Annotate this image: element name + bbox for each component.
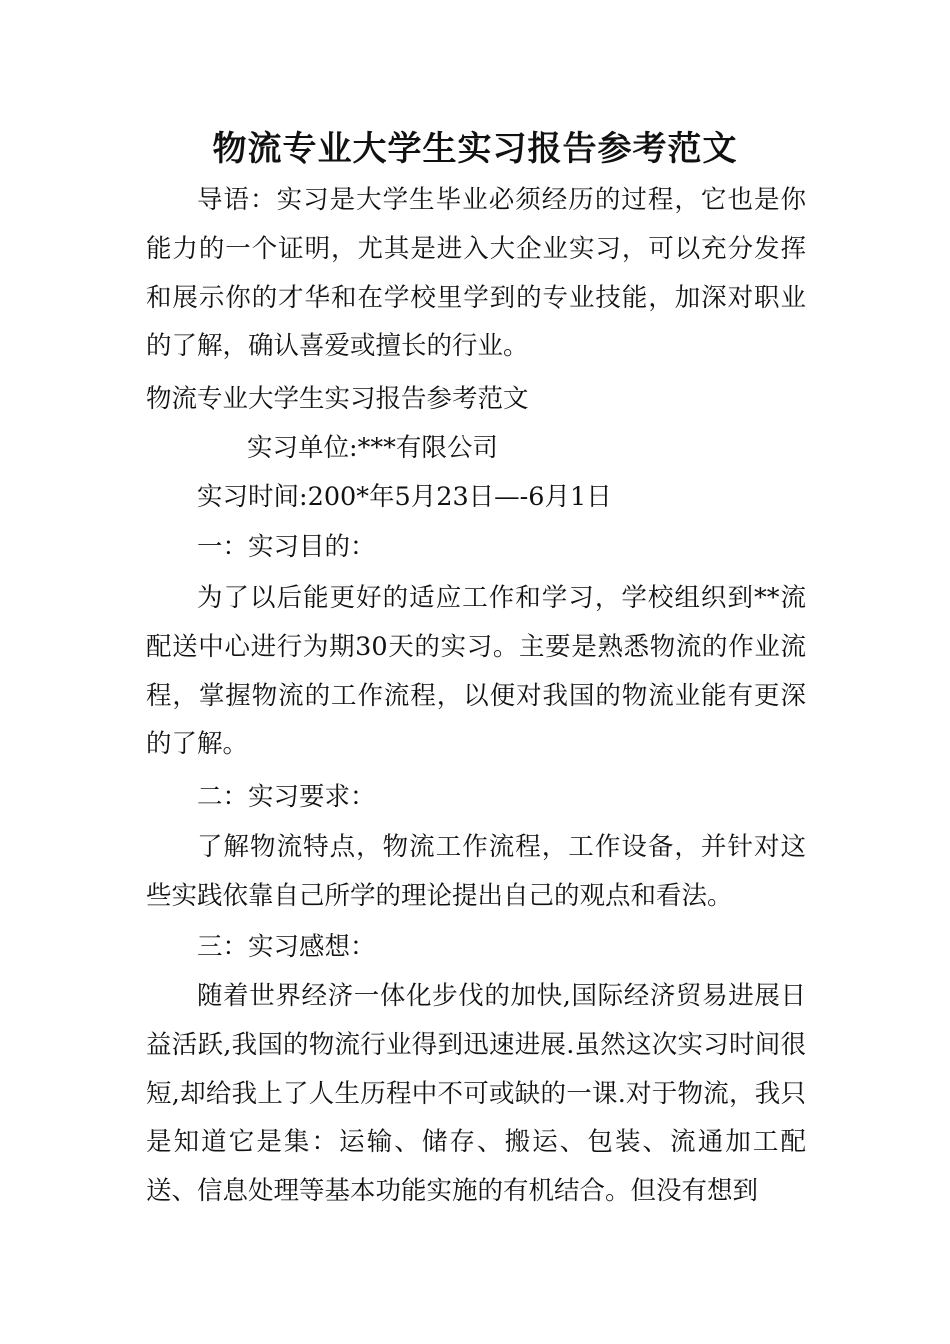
- subtitle-line: 物流专业大学生实习报告参考范文: [146, 384, 529, 414]
- internship-unit: 实习单位:***有限公司: [247, 433, 498, 463]
- internship-time: 实习时间:200*年5月23日—-6月1日: [197, 482, 612, 512]
- section-1-heading: 一：实习目的：: [197, 532, 376, 562]
- section-1-paragraph: 为了以后能更好的适应工作和学习，学校组织到**流配送中心进行为期30天的实习。主要是熟悉物流的作业流程，掌握物流的工作流程，以便对我国的物流业能有更深的了解。: [146, 583, 806, 760]
- intro-paragraph: 导语：实习是大学生毕业必须经历的过程，它也是你能力的一个证明，尤其是进入大企业实习，可以充分发挥和展示你的才华和在学校里学到的专业技能，加深对职业的了解，确认喜爱或擅长的行业。: [146, 185, 806, 362]
- section-3-heading: 三：实习感想：: [197, 932, 376, 962]
- section-2-paragraph: 了解物流特点，物流工作流程，工作设备，并针对这些实践依靠自己所学的理论提出自己的观点和看法。: [146, 832, 806, 911]
- section-3-paragraph: 随着世界经济一体化步伐的加快,国际经济贸易进展日益活跃,我国的物流行业得到迅速进展.虽然这次实习时间很短,却给我上了人生历程中不可或缺的一课.对于物流，我只是知道它是集：运输、储存、搬运、包装、流通加工配送、信息处理等基本功能实施的有机结合。但没有想到: [146, 981, 806, 1207]
- section-2-heading: 二：实习要求：: [197, 782, 376, 812]
- document-title: 物流专业大学生实习报告参考范文: [212, 129, 738, 169]
